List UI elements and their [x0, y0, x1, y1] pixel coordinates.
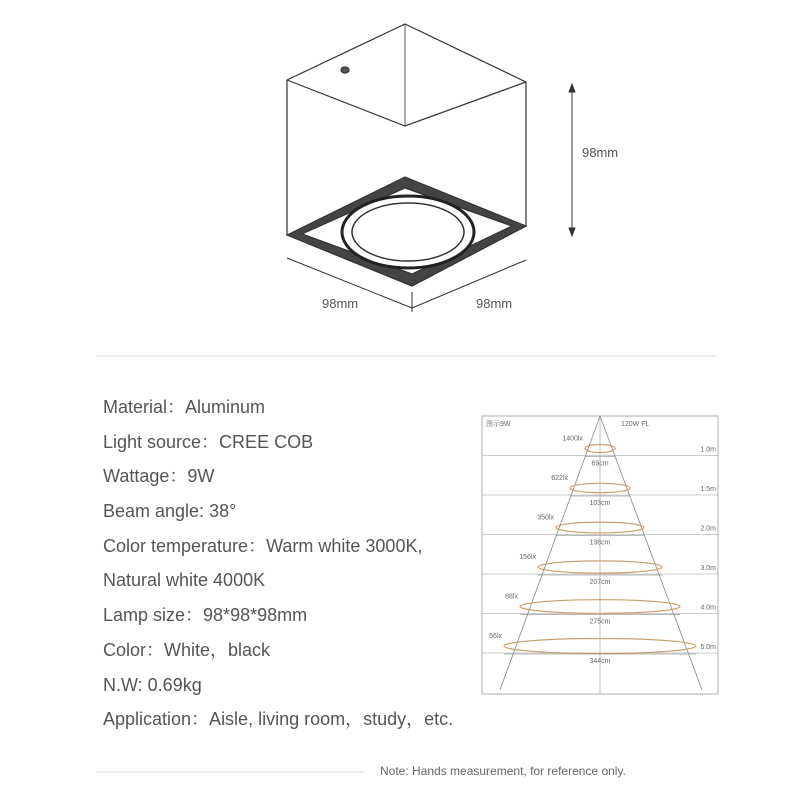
beam-diameter-label: 69cm: [591, 460, 609, 468]
beam-lux-label: 622lx: [551, 475, 568, 482]
beam-distance-label: 5.0m: [700, 644, 716, 651]
spec-list: [103, 392, 453, 739]
height-arrow-top: [569, 84, 575, 92]
beam-lux-label: 350lx: [537, 514, 554, 522]
beam-diameter-label: 103cm: [589, 500, 611, 507]
beam-diameter-label: 344cm: [589, 658, 611, 665]
spec-material: Material：Aluminum: [103, 397, 266, 417]
beam-diagram: [482, 416, 718, 694]
beam-top-left-label: 图示9W: [486, 421, 511, 428]
spec-lamp-size: Lamp size：98*98*98mm: [103, 605, 308, 626]
beam-diameter-label: 275cm: [589, 618, 611, 626]
beam-lux-label: 56lx: [489, 633, 502, 640]
measurement-note: Note: Hands measurement, for reference only.: [380, 764, 626, 778]
depth-label: 98mm: [476, 296, 513, 311]
lamp-ring-inner: [352, 203, 464, 261]
spec-color-temperature: Color temperature：Warm white 3000K,: [103, 535, 423, 556]
height-label: 98mm: [582, 145, 619, 160]
beam-distance-label: 4.0m: [700, 604, 716, 612]
beam-lux-label: 88lx: [505, 593, 518, 601]
beam-lux-label: 1400lx: [562, 435, 583, 443]
beam-diameter-label: 207cm: [589, 579, 611, 586]
downlight-drawing: [287, 24, 526, 286]
beam-diameter-label: 138cm: [589, 539, 611, 547]
spec-wattage: Wattage：9W: [103, 466, 215, 487]
spec-color: Color：White，black: [103, 639, 271, 660]
beam-distance-label: 1.0m: [700, 446, 716, 454]
beam-distance-label: 2.0m: [700, 525, 716, 533]
beam-lux-label: 156lx: [519, 554, 536, 561]
spec-application: Application：Aisle, living room，study，etc.: [103, 709, 454, 730]
width-label: 98mm: [322, 296, 359, 311]
spec-net-weight: N.W: 0.69kg: [103, 674, 202, 695]
beam-top-right-label: 120W FL: [621, 421, 650, 428]
spec-beam-angle: Beam angle: 38°: [103, 501, 237, 522]
spec-light-source: Light source：CREE COB: [103, 431, 314, 452]
mount-screw: [341, 67, 349, 73]
beam-distance-label: 1.5m: [700, 486, 716, 493]
height-arrow-bottom: [569, 228, 575, 236]
spec-color-temperature-cont: Natural white 4000K: [103, 570, 266, 591]
beam-distance-label: 3.0m: [700, 565, 716, 572]
